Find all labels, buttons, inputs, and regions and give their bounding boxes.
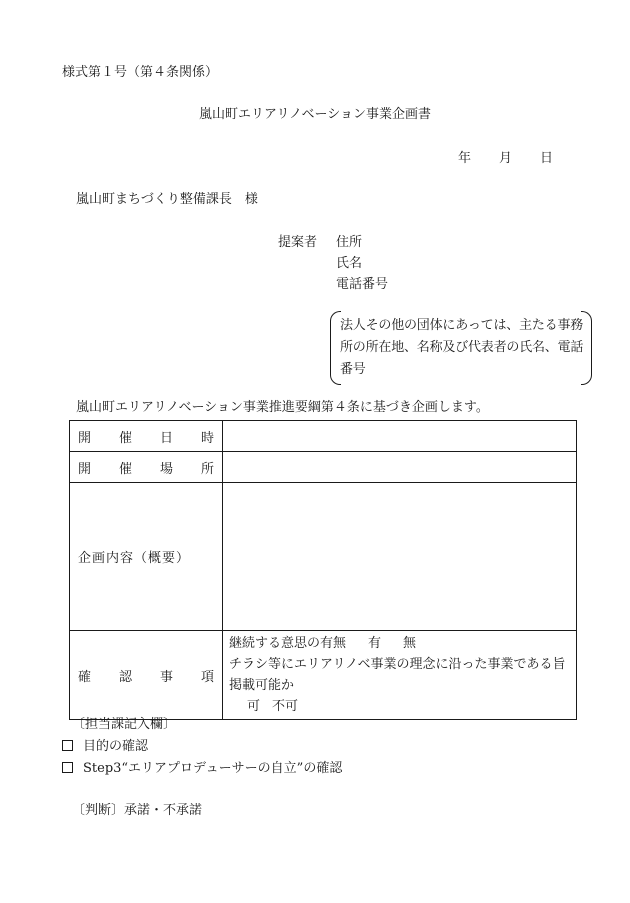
document-title: 嵐山町エリアリノベーション事業企画書 <box>199 107 431 122</box>
flyer-line-2: 掲載可能か <box>229 678 295 693</box>
table-row <box>70 483 577 631</box>
judgment-line: 〔判断〕承諾・不承諾 <box>72 803 203 818</box>
addressee: 嵐山町まちづくり整備課長 様 <box>76 192 258 207</box>
check-label-step3: Step3“エリアプロデューサーの自立”の確認 <box>83 761 343 776</box>
date-day: 日 <box>540 151 554 166</box>
checkbox-icon[interactable] <box>62 740 73 751</box>
phone-label: 電話番号 <box>336 277 389 292</box>
check-item-purpose[interactable] <box>62 738 148 756</box>
intro-sentence: 嵐山町エリアリノベーション事業推進要綱第４条に基づき企画します。 <box>76 400 489 415</box>
staff-note: 〔担当課記入欄〕 <box>72 717 177 732</box>
check-label-purpose: 目的の確認 <box>83 739 149 754</box>
proposal-table <box>69 420 577 720</box>
continuation-line <box>229 633 570 654</box>
date-line <box>458 150 553 168</box>
flyer-line-1: チラシ等にエリアリノベ事業の理念に沿った事業である旨 <box>229 657 566 672</box>
proposer-label: 提案者 <box>278 235 318 250</box>
address-label: 住所 <box>336 235 363 250</box>
table-row <box>70 421 577 452</box>
continuation-label: 継続する意思の有無 <box>229 636 347 651</box>
corporate-note-box <box>330 311 592 383</box>
check-item-step3[interactable] <box>62 760 342 778</box>
allow-line <box>229 696 570 717</box>
row-label-date: 開催日時 <box>70 421 223 452</box>
date-value-field[interactable] <box>223 421 577 452</box>
row-label-content: 企画内容（概要） <box>70 483 223 631</box>
option-yes[interactable]: 有 <box>368 636 382 651</box>
content-value-field[interactable] <box>223 483 577 631</box>
date-year: 年 <box>458 151 472 166</box>
table-row <box>70 631 577 720</box>
option-no[interactable]: 無 <box>403 636 417 651</box>
option-not-allowed[interactable]: 不可 <box>272 699 299 714</box>
name-label: 氏名 <box>336 256 363 271</box>
checkbox-icon[interactable] <box>62 762 73 773</box>
table-row <box>70 452 577 483</box>
date-month: 月 <box>499 151 513 166</box>
option-allowed[interactable]: 可 <box>247 699 261 714</box>
corporate-note: 法人その他の団体にあっては、主たる事務所の所在地、名称及び代表者の氏名、電話番号 <box>340 318 584 377</box>
venue-value-field[interactable] <box>223 452 577 483</box>
confirmation-cell <box>223 631 577 720</box>
row-label-venue: 開催場所 <box>70 452 223 483</box>
row-label-confirmation: 確認事項 <box>70 631 223 720</box>
form-number: 様式第１号（第４条関係） <box>62 65 219 80</box>
